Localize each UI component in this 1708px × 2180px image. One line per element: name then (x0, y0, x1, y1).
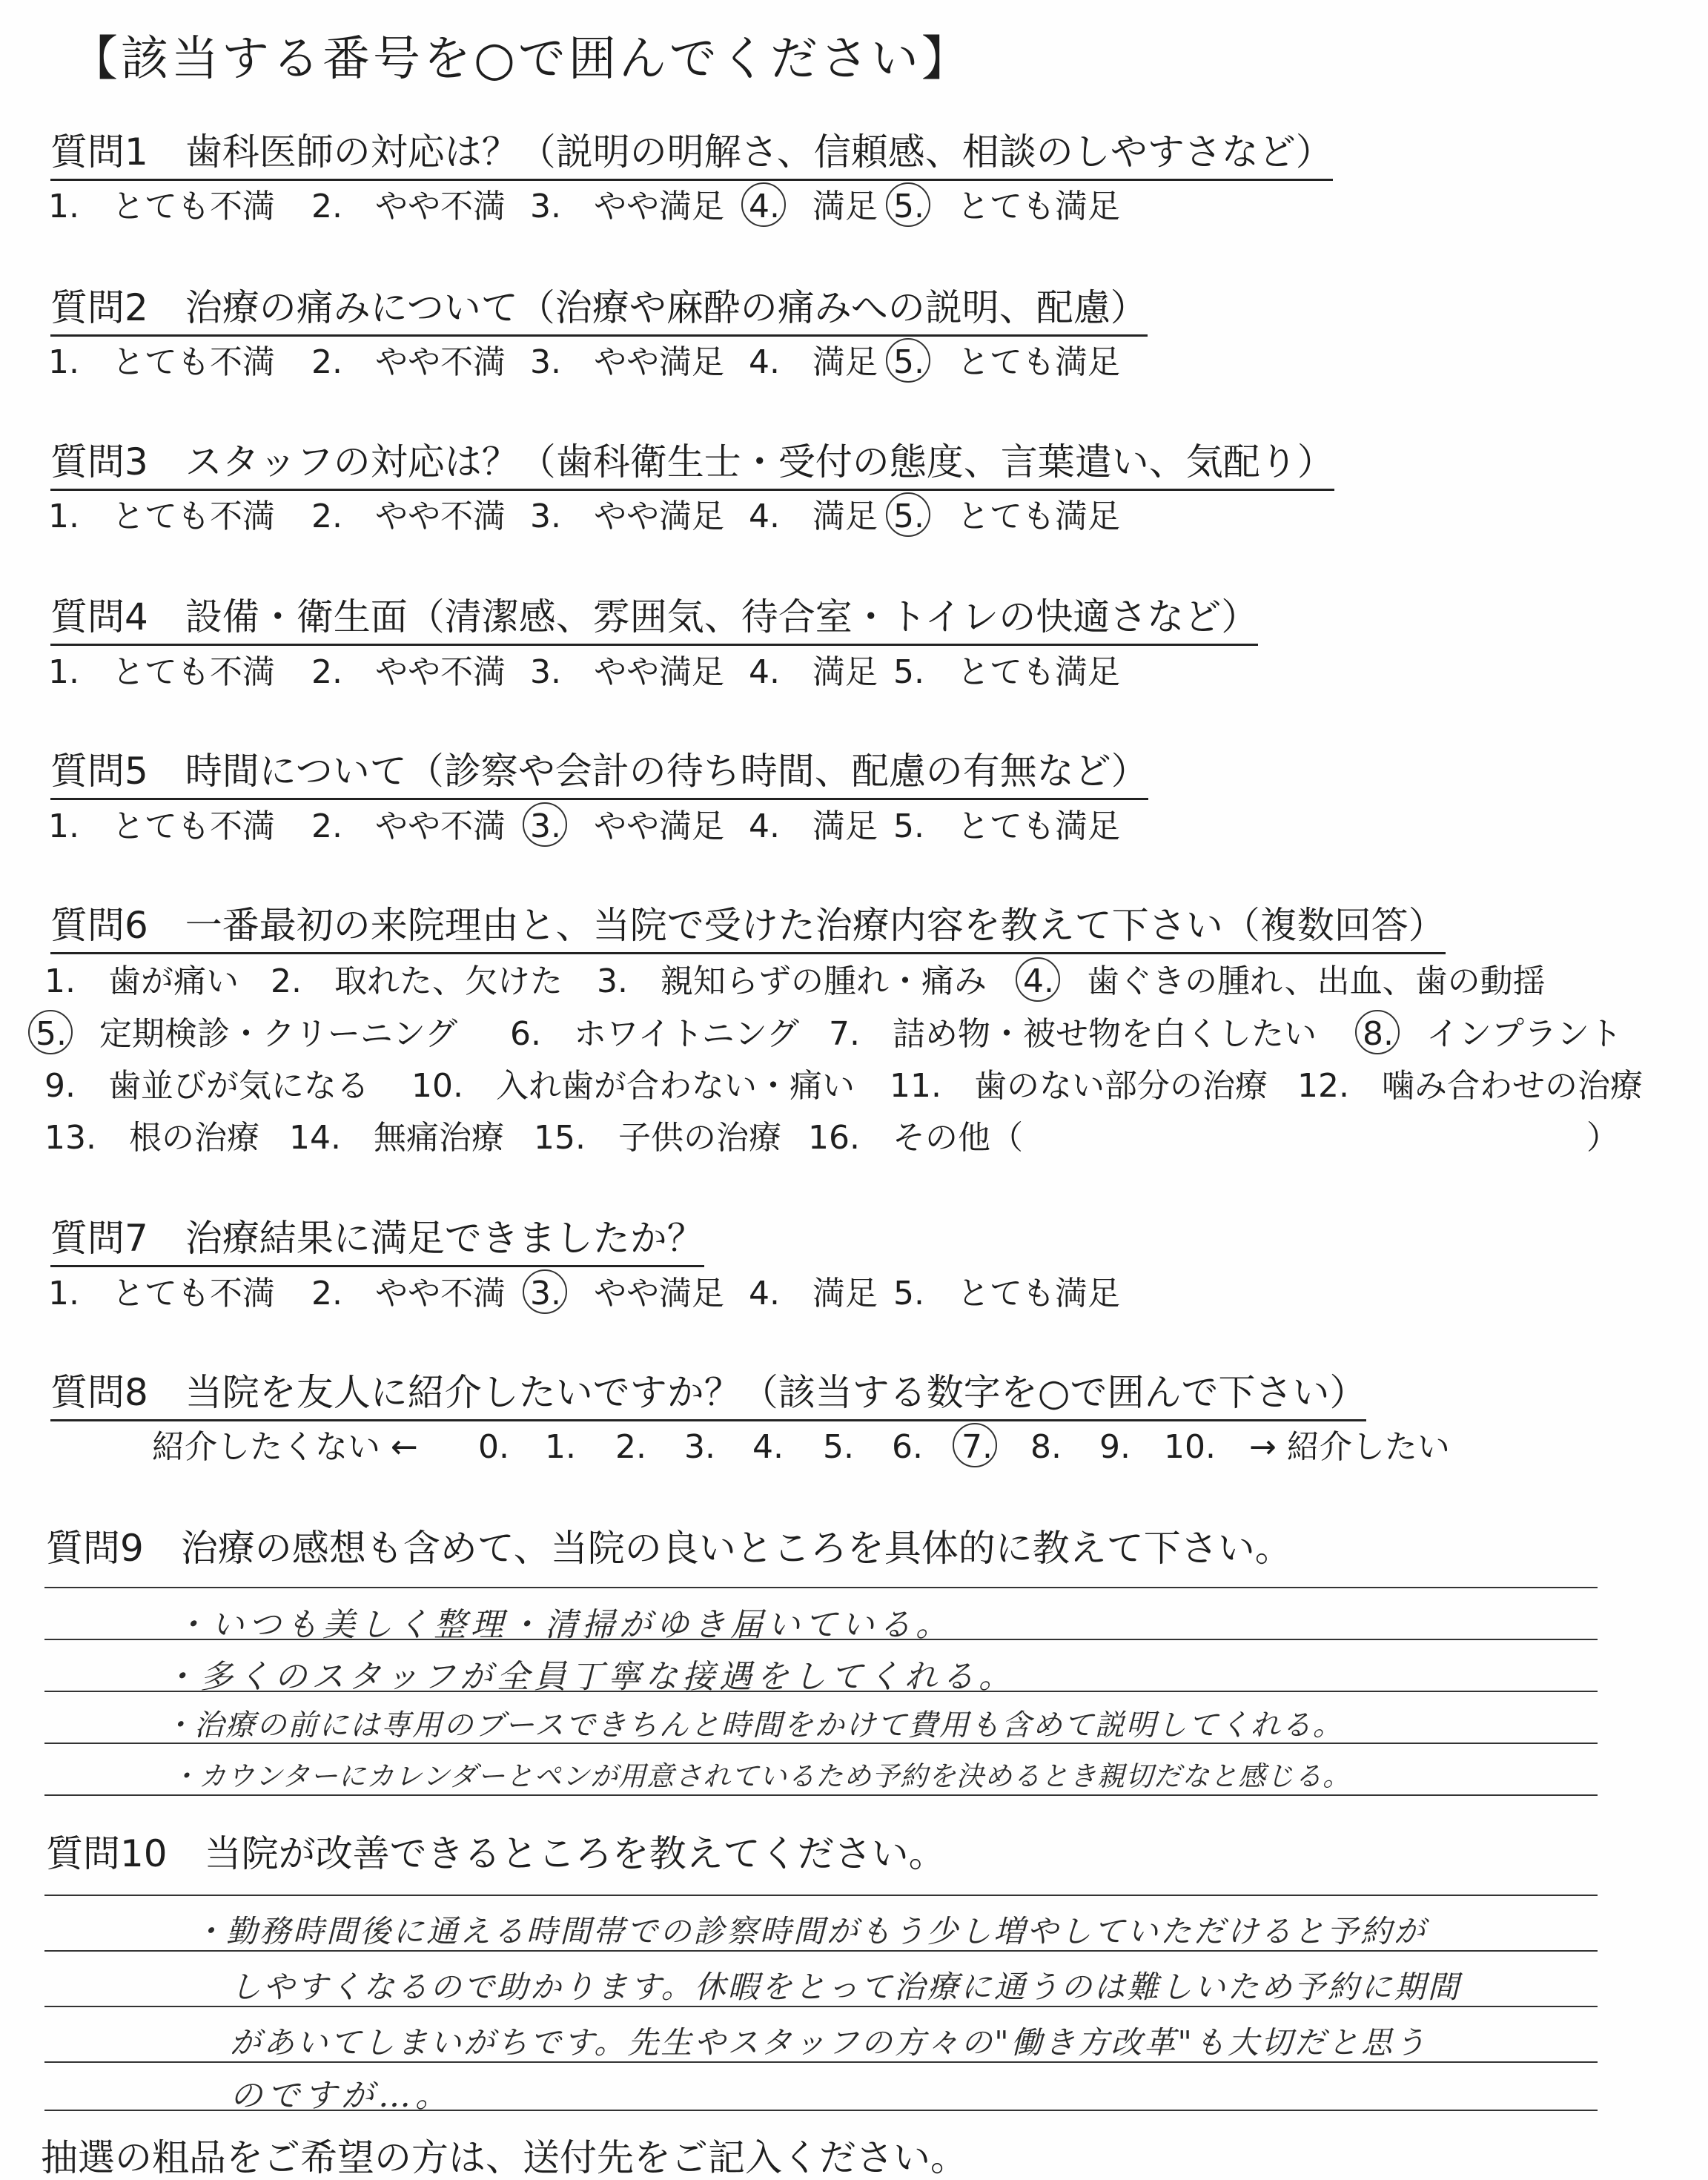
q10-answer-line-1: ・勤務時間後に通える時間帯での診察時間がもう少し増やしていただけると予約が (193, 1913, 1428, 1949)
q3-selection-circle-5 (886, 492, 930, 537)
q2-option-4[interactable]: 4. 満足 (749, 343, 878, 381)
q6-option-13[interactable]: 13. 根の治療 (44, 1119, 259, 1157)
q6-other-close: ） (1586, 1119, 1619, 1157)
q2-option-5[interactable]: 5. とても満足 (893, 343, 1120, 381)
question-7-label: 質問7 治療結果に満足できましたか？ (50, 1216, 704, 1267)
q6-option-4[interactable]: 4. 歯ぐきの腫れ、出血、歯の動揺 (1023, 962, 1546, 1000)
q6-selection-circle-4 (1016, 957, 1060, 1002)
question-10-label: 質問10 当院が改善できるところを教えてください。 (46, 1832, 946, 1875)
q8-scale-6[interactable]: 6. (892, 1428, 923, 1466)
q8-scale-7[interactable]: 7. (961, 1428, 993, 1466)
q8-scale-9[interactable]: 9. (1099, 1428, 1131, 1466)
question-8-label: 質問8 当院を友人に紹介したいですか？（該当する数字を○で囲んで下さい） (50, 1370, 1366, 1421)
q6-option-2[interactable]: 2. 取れた、欠けた (271, 962, 563, 1000)
q9-rule-5 (44, 1794, 1598, 1796)
q1-option-3[interactable]: 3. やや満足 (530, 188, 724, 225)
q7-option-1[interactable]: 1. とても不満 (48, 1275, 275, 1312)
q7-option-4[interactable]: 4. 満足 (749, 1275, 878, 1312)
q6-option-3[interactable]: 3. 親知らずの腫れ・痛み (597, 962, 987, 1000)
q8-scale-8[interactable]: 8. (1030, 1428, 1062, 1466)
q7-option-5[interactable]: 5. とても満足 (893, 1275, 1120, 1312)
q1-selection-circle-4 (741, 182, 786, 227)
q10-answer-line-4: のですが…。 (230, 2077, 452, 2115)
q10-answer-line-2: しやすくなるので助かります。休暇をとって治療に通うのは難しいため予約に期間 (230, 1969, 1461, 2005)
q5-option-4[interactable]: 4. 満足 (749, 807, 878, 845)
q6-row-1 (44, 962, 1675, 1002)
q8-scale-row (152, 1427, 1560, 1467)
q3-option-1[interactable]: 1. とても不満 (48, 498, 275, 535)
q8-selection-circle-7 (953, 1423, 997, 1467)
q7-selection-circle-3 (523, 1269, 567, 1314)
q4-option-4[interactable]: 4. 満足 (749, 653, 878, 691)
q10-rule-1 (44, 1895, 1598, 1896)
q3-option-3[interactable]: 3. やや満足 (530, 498, 724, 535)
q6-option-15[interactable]: 15. 子供の治療 (534, 1119, 781, 1157)
q9-answer-line-1: ・いつも美しく整理・清掃がゆき届いている。 (174, 1606, 953, 1644)
q9-rule-1 (44, 1587, 1598, 1588)
q6-option-14[interactable]: 14. 無痛治療 (289, 1119, 504, 1157)
question-1-label: 質問1 歯科医師の対応は？（説明の明解さ、信頼感、相談のしやすさなど） (50, 130, 1333, 181)
q8-scale-10[interactable]: 10. (1164, 1428, 1216, 1466)
q9-answer-line-3: ・治療の前には専用のブースできちんと時間をかけて費用も含めて説明してくれる。 (163, 1708, 1344, 1743)
q6-option-10[interactable]: 10. 入れ歯が合わない・痛い (411, 1067, 855, 1105)
q6-selection-circle-8 (1355, 1010, 1400, 1054)
q3-option-2[interactable]: 2. やや不満 (311, 498, 506, 535)
question-7-options (48, 1274, 1234, 1314)
q7-option-3[interactable]: 3. やや満足 (530, 1275, 724, 1312)
question-6-label: 質問6 一番最初の来院理由と、当院で受けた治療内容を教えて下さい（複数回答） (50, 903, 1446, 954)
q8-left-label: 紹介したくない ← (152, 1428, 418, 1466)
question-3-label: 質問3 スタッフの対応は？（歯科衛生士・受付の態度、言葉遣い、気配り） (50, 440, 1334, 491)
q4-option-5[interactable]: 5. とても満足 (893, 653, 1120, 691)
q6-option-9[interactable]: 9. 歯並びが気になる (44, 1067, 369, 1105)
q2-option-3[interactable]: 3. やや満足 (530, 343, 724, 381)
question-1-options (48, 187, 1234, 227)
q5-option-3[interactable]: 3. やや満足 (530, 807, 724, 845)
question-9-label: 質問9 治療の感想も含めて、当院の良いところを具体的に教えて下さい。 (46, 1527, 1292, 1570)
question-4-options (48, 653, 1234, 693)
q7-option-2[interactable]: 2. やや不満 (311, 1275, 506, 1312)
q5-option-5[interactable]: 5. とても満足 (893, 807, 1120, 845)
q6-selection-circle-5 (28, 1010, 73, 1054)
question-5-options (48, 807, 1234, 847)
q1-option-2[interactable]: 2. やや不満 (311, 188, 506, 225)
page-title: 【該当する番号を○で囲んでください】 (70, 32, 972, 87)
question-4-label: 質問4 設備・衛生面（清潔感、雰囲気、待合室・トイレの快適さなど） (50, 595, 1258, 646)
q8-scale-2[interactable]: 2. (615, 1428, 646, 1466)
q3-option-4[interactable]: 4. 満足 (749, 498, 878, 535)
q6-option-1[interactable]: 1. 歯が痛い (44, 962, 239, 1000)
question-3-options (48, 497, 1234, 537)
q6-option-7[interactable]: 7. 詰め物・被せ物を白くしたい (829, 1015, 1317, 1053)
q2-option-1[interactable]: 1. とても不満 (48, 343, 275, 381)
q8-scale-0[interactable]: 0. (478, 1428, 509, 1466)
q4-option-3[interactable]: 3. やや満足 (530, 653, 724, 691)
q6-row-4 (44, 1118, 1675, 1158)
q2-option-2[interactable]: 2. やや不満 (311, 343, 506, 381)
q9-answer-line-2: ・多くのスタッフが全員丁寧な接遇をしてくれる。 (163, 1658, 1016, 1696)
q1-option-5[interactable]: 5. とても満足 (893, 188, 1120, 225)
q6-option-11[interactable]: 11. 歯のない部分の治療 (890, 1067, 1268, 1105)
q2-selection-circle-5 (886, 338, 930, 383)
q8-scale-4[interactable]: 4. (752, 1428, 784, 1466)
q6-row-3 (44, 1066, 1675, 1106)
q6-option-8[interactable]: 8. インプラント (1363, 1015, 1622, 1053)
q6-option-16[interactable]: 16. その他（ (808, 1119, 1023, 1157)
q5-option-1[interactable]: 1. とても不満 (48, 807, 275, 845)
q8-scale-5[interactable]: 5. (823, 1428, 854, 1466)
question-5-label: 質問5 時間について（診察や会計の待ち時間、配慮の有無など） (50, 749, 1148, 800)
q6-option-5[interactable]: 5. 定期検診・クリーニング (36, 1015, 458, 1053)
question-2-label: 質問2 治療の痛みについて（治療や麻酔の痛みへの説明、配慮） (50, 285, 1148, 337)
q6-row-2 (36, 1014, 1666, 1054)
q9-answer-line-4: ・カウンターにカレンダーとペンが用意されているため予約を決めるとき親切だなと感じる。 (171, 1760, 1351, 1792)
q3-option-5[interactable]: 5. とても満足 (893, 498, 1120, 535)
question-2-options (48, 343, 1234, 383)
q10-answer-line-3: があいてしまいがちです。先生やスタッフの方々の"働き方改革"も大切だと思う (230, 2024, 1428, 2061)
q5-selection-circle-3 (523, 802, 567, 847)
q1-option-1[interactable]: 1. とても不満 (48, 188, 275, 225)
q8-scale-1[interactable]: 1. (545, 1428, 576, 1466)
q6-option-12[interactable]: 12. 噛み合わせの治療 (1297, 1067, 1643, 1105)
q4-option-2[interactable]: 2. やや不満 (311, 653, 506, 691)
q8-right-label: → 紹介したい (1249, 1428, 1450, 1466)
q6-option-6[interactable]: 6. ホワイトニング (510, 1015, 800, 1053)
q5-option-2[interactable]: 2. やや不満 (311, 807, 506, 845)
footer-note: 抽選の粗品をご希望の方は、送付先をご記入ください。 (41, 2136, 967, 2179)
q4-option-1[interactable]: 1. とても不満 (48, 653, 275, 691)
q1-selection-circle-5 (886, 182, 930, 227)
q1-option-4[interactable]: 4. 満足 (749, 188, 878, 225)
q8-scale-3[interactable]: 3. (684, 1428, 715, 1466)
